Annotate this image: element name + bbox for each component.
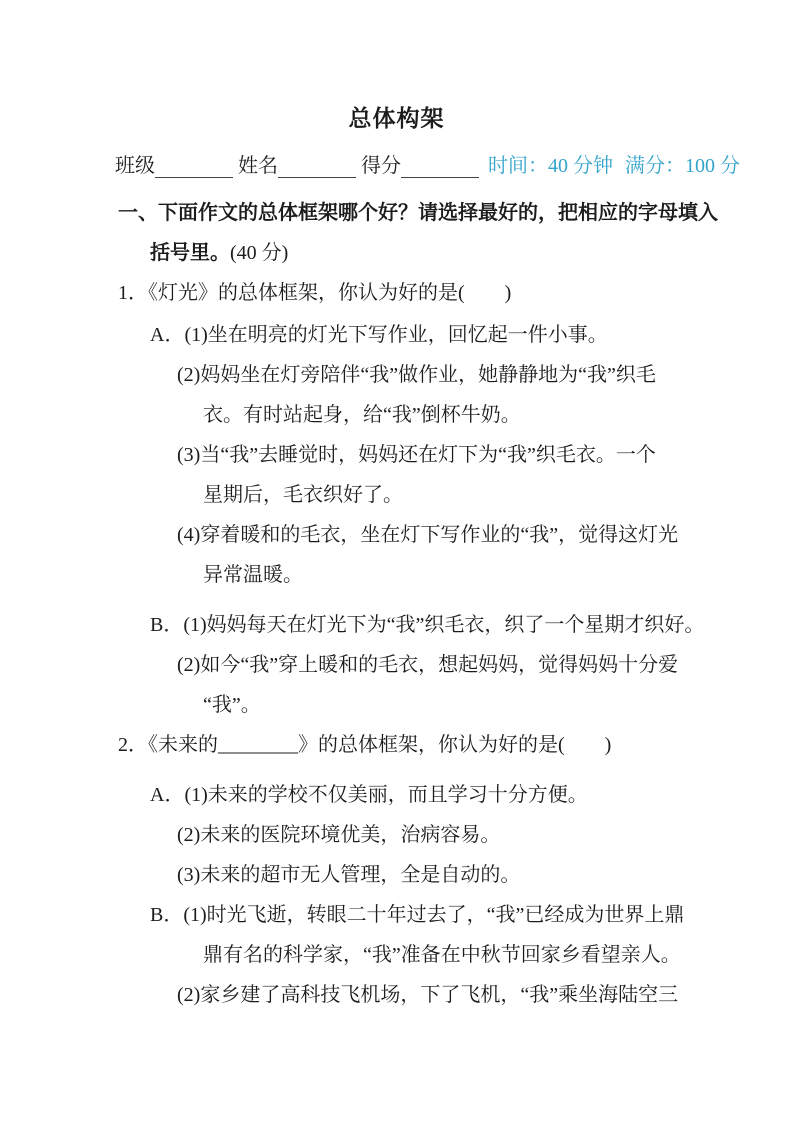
q1-optionB-line1: B．(1)妈妈每天在灯光下为“我”织毛衣，织了一个星期才织好。 <box>150 614 705 636</box>
q1-stem: 1．《灯光》的总体框架，你认为好的是( ) <box>118 282 512 304</box>
exam-meta <box>488 149 740 178</box>
q2-optionA-line3: (3)未来的超市无人管理，全是自动的。 <box>177 864 521 886</box>
score-blank <box>401 156 479 178</box>
q1-optionA-line6: (4)穿着暖和的毛衣，坐在灯下写作业的“我”，觉得这灯光 <box>177 524 679 546</box>
q2-optionB-line3: (2)家乡建了高科技飞机场，下了飞机，“我”乘坐海陆空三 <box>177 984 679 1006</box>
q2-optionB-line2: 鼎有名的科学家，“我”准备在中秋节回家乡看望亲人。 <box>203 944 681 966</box>
q2-optionA-line2: (2)未来的医院环境优美，治病容易。 <box>177 824 501 846</box>
section1-heading-line1: 一、下面作文的总体框架哪个好？请选择最好的，把相应的字母填入 <box>118 202 718 224</box>
score-label: 得分 <box>361 155 401 177</box>
class-label: 班级 <box>115 155 155 177</box>
class-field <box>115 149 238 178</box>
name-blank <box>278 156 356 178</box>
name-label: 姓名 <box>238 155 278 177</box>
q1-optionA-line3: 衣。有时站起身，给“我”倒杯牛奶。 <box>203 404 521 426</box>
worksheet-body <box>0 193 793 1015</box>
q1-optionA-line1: A．(1)坐在明亮的灯光下写作业，回忆起一件小事。 <box>150 324 608 346</box>
q2-stem: 2．《未来的________》的总体框架，你认为好的是( ) <box>118 734 612 756</box>
score-field <box>361 149 484 178</box>
q1-optionA-line7: 异常温暖。 <box>203 564 303 586</box>
fullscore-info: 满分：100 分 <box>625 155 740 177</box>
page-title: 总体构架 <box>348 105 445 131</box>
name-field <box>238 149 361 178</box>
section1-heading-line2-main: 括号里。 <box>150 242 230 264</box>
q2-optionB-line1: B．(1)时光飞逝，转眼二十年过去了，“我”已经成为世界上鼎 <box>150 904 685 926</box>
header-info-line <box>0 151 793 178</box>
q1-optionA-line5: 星期后，毛衣织好了。 <box>203 484 403 506</box>
class-blank <box>155 156 233 178</box>
section1-heading-line2 <box>0 233 793 273</box>
q1-optionB-line3: “我”。 <box>203 694 261 716</box>
section1-heading-line2-score: (40 分) <box>230 242 289 264</box>
q2-optionA-line1: A．(1)未来的学校不仅美丽，而且学习十分方便。 <box>150 784 588 806</box>
q1-optionB-line2: (2)如今“我”穿上暖和的毛衣，想起妈妈，觉得妈妈十分爱 <box>177 654 679 676</box>
q1-optionA-line4: (3)当“我”去睡觉时，妈妈还在灯下为“我”织毛衣。一个 <box>177 444 656 466</box>
q1-optionA-line2: (2)妈妈坐在灯旁陪伴“我”做作业，她静静地为“我”织毛 <box>177 364 656 386</box>
time-info: 时间：40 分钟 <box>488 155 613 177</box>
